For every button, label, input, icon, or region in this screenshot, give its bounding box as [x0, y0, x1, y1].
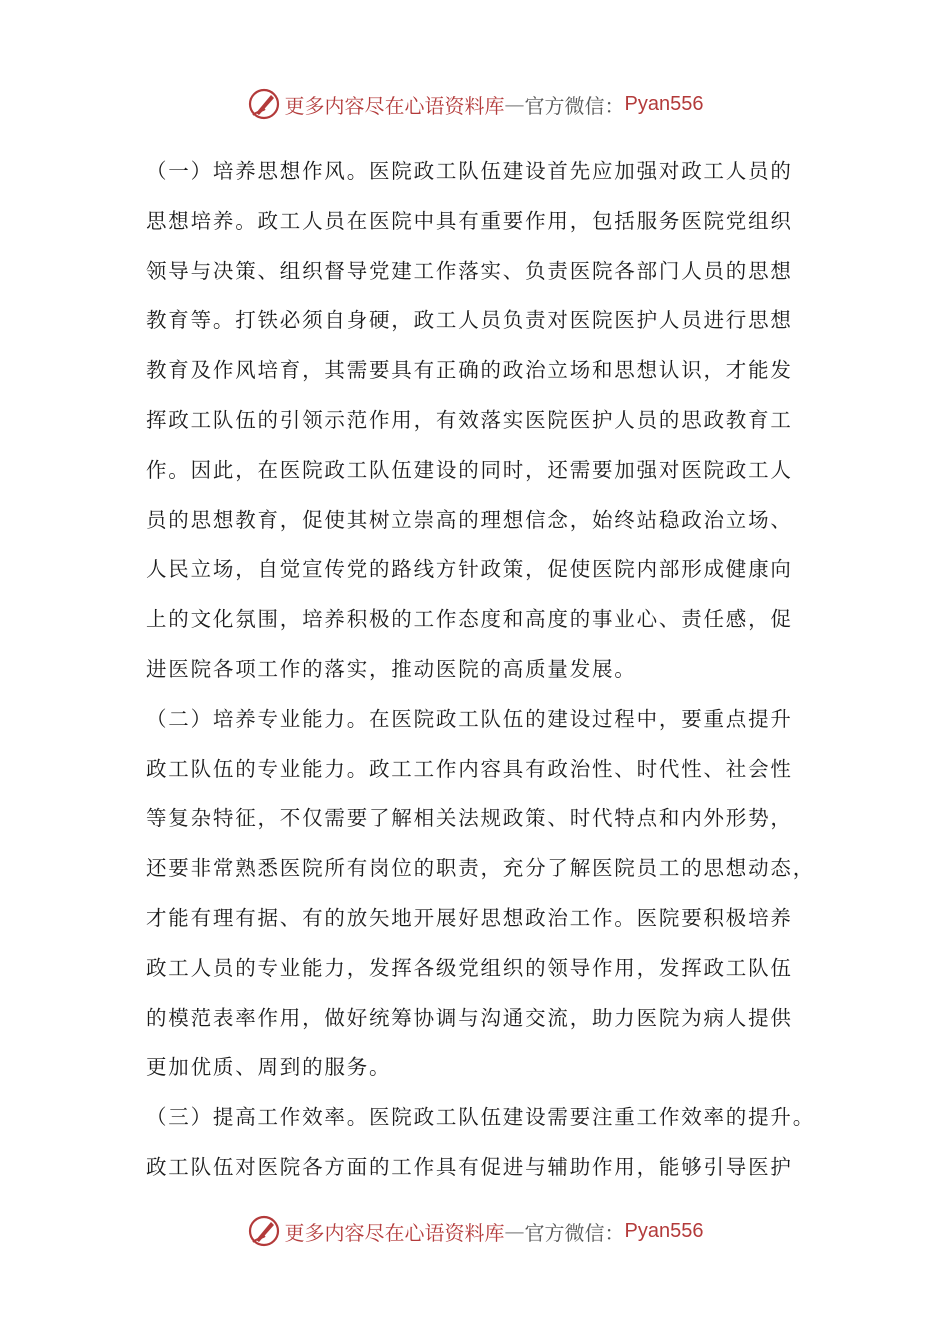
- text-line: 的模范表率作用，做好统筹协调与沟通交流，助力医院为病人提供: [146, 1005, 793, 1030]
- text-line: 挥政工队伍的引领示范作用，有效落实医院医护人员的思政教育工: [146, 407, 793, 432]
- banner-dash: —: [504, 1219, 525, 1243]
- text-line: 还要非常熟悉医院所有岗位的职责，充分了解医院员工的思想动态，: [146, 856, 815, 881]
- text-line: （二）培养专业能力。在医院政工队伍的建设过程中，要重点提升: [146, 706, 793, 731]
- text-line: 才能有理有据、有的放矢地开展好思想政治工作。医院要积极培养: [146, 905, 793, 930]
- text-line: 作。因此，在医院政工队伍建设的同时，还需要加强对医院政工人: [146, 457, 793, 482]
- text-line: 教育及作风培育，其需要具有正确的政治立场和思想认识，才能发: [146, 358, 793, 383]
- banner-dash: —: [504, 92, 525, 116]
- banner-wechat-label: 官方微信：: [524, 93, 625, 118]
- text-line: 人民立场，自觉宣传党的路线方针政策，促使医院内部形成健康向: [146, 557, 793, 582]
- text-line: 政工人员的专业能力，发挥各级党组织的领导作用，发挥政工队伍: [146, 955, 793, 980]
- text-line: 思想培养。政工人员在医院中具有重要作用，包括服务医院党组织: [146, 208, 793, 233]
- banner-wechat-id: Pyan556: [624, 1219, 704, 1242]
- text-line: 政工队伍对医院各方面的工作具有促进与辅助作用，能够引导医护: [146, 1154, 793, 1179]
- header-banner: [0, 84, 950, 124]
- text-line: （三）提高工作效率。医院政工队伍建设需要注重工作效率的提升。: [146, 1105, 815, 1130]
- banner-wechat-label: 官方微信：: [524, 1220, 625, 1245]
- quill-pen-logo-icon: [247, 1214, 281, 1248]
- footer-banner: [0, 1211, 950, 1251]
- banner-main-text: 更多内容尽在心语资料库: [284, 93, 505, 118]
- quill-pen-logo-icon: [247, 87, 281, 121]
- text-line: （一）培养思想作风。医院政工队伍建设首先应加强对政工人员的: [146, 159, 793, 183]
- text-line: 更加优质、周到的服务。: [146, 1055, 392, 1080]
- text-line: 等复杂特征，不仅需要了解相关法规政策、时代特点和内外形势，: [146, 806, 793, 831]
- document-body: [146, 147, 826, 1193]
- text-line: 政工队伍的专业能力。政工工作内容具有政治性、时代性、社会性: [146, 756, 793, 781]
- banner-main-text: 更多内容尽在心语资料库: [284, 1220, 505, 1245]
- text-line: 员的思想教育，促使其树立崇高的理想信念，始终站稳政治立场、: [146, 507, 793, 532]
- text-line: 教育等。打铁必须自身硬，政工人员负责对医院医护人员进行思想: [146, 308, 793, 333]
- text-line: 领导与决策、组织督导党建工作落实、负责医院各部门人员的思想: [146, 258, 793, 283]
- banner-wechat-id: Pyan556: [624, 92, 704, 115]
- text-line: 上的文化氛围，培养积极的工作态度和高度的事业心、责任感，促: [146, 607, 793, 632]
- text-line: 进医院各项工作的落实，推动医院的高质量发展。: [146, 656, 637, 681]
